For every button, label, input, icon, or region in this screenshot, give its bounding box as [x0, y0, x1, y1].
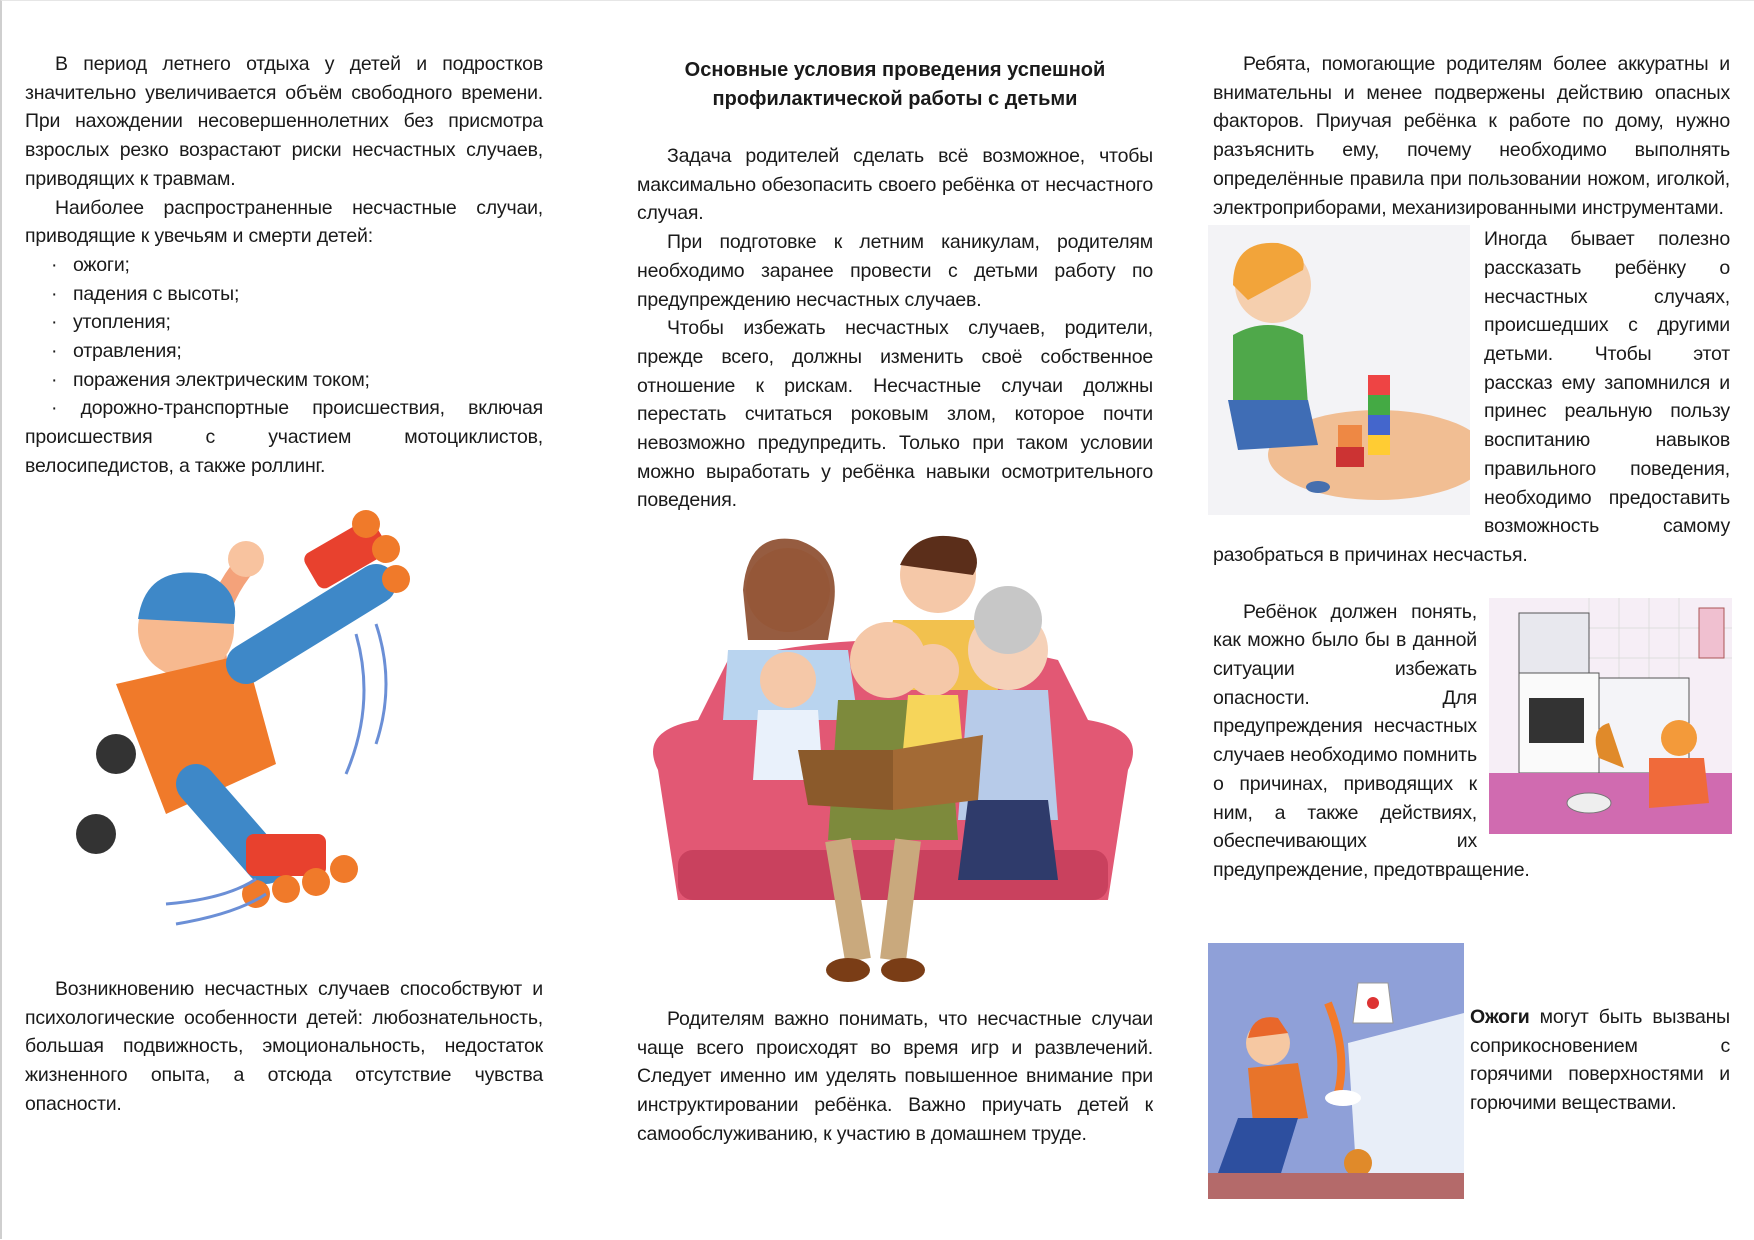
list-item: · утопления; [51, 308, 543, 337]
burns-block [1470, 1003, 1730, 1118]
preparation-paragraph: При подготовке к летним каникулам, родителям необходимо заранее провести с детьми работу по предупреждению несчастных случаев. [637, 231, 1153, 311]
kitchen-scene-illustration [1489, 598, 1732, 834]
helpers-paragraph: Ребята, помогающие родителям более аккуратны и внимательны и менее подвержены действию опасных факторов. Приучая ребёнка к работе по дому, нужно разъяснить ему, почему необходимо выполнять определённые правила при пользовании ножом, иголкой, электроприборами, механизированными инструментами. [1213, 53, 1730, 219]
section-title-line1: Основные условия проведения успешной [684, 59, 1106, 81]
accident-list [25, 251, 543, 395]
middle-column-top [637, 142, 1153, 515]
list-item: · падения с высоты; [51, 280, 543, 309]
rollerblading-boy-illustration [76, 504, 460, 934]
intro-paragraph: В период летнего отдыха у детей и подростков значительно увеличивается объём свободного времени. При нахождении несовершеннолетних без присмотра взрослых резко возрастают риски несчастных случаев, приводящих к травмам. [25, 53, 543, 190]
parents-task-paragraph: Задача родителей сделать всё возможное, чтобы максимально обезопасить своего ребёнка от несчастного случая. [637, 145, 1153, 225]
burns-text: могут быть вызваны соприкосновением с горячими поверхностями и горючими веществами. [1470, 1006, 1730, 1115]
games-paragraph: Родителям важно понимать, что несчастные случаи чаще всего происходят во время игр и развлечений. Следует именно им уделять повышенное внимание при инструктировании ребёнка. Важно приучать детей к самообслуживанию, к участию в домашнем труде. [637, 1008, 1153, 1145]
left-column-top [25, 50, 543, 481]
burns-term: Ожоги [1470, 1006, 1530, 1028]
attitude-paragraph: Чтобы избежать несчастных случаев, родители, прежде всего, должны изменить своё собственное отношение к рискам. Несчастные случаи должны перестать считаться роковым злом, которое почти невозможно предупредить. Только при таком условии можно выработать у ребёнка навыки осмотрительного поведения. [637, 317, 1153, 512]
section-title-line2: профилактической работы с детьми [712, 87, 1078, 110]
prevention-paragraph: Ребёнок должен понять, как можно было бы в данной ситуации избежать опасности. Для предупреждения несчастных случаев необходимо помнить о причинах, приводящих к ним, а также действиях, обеспечивающих их предупреждение, предотвращение. [1213, 600, 1530, 881]
left-column-bottom [25, 975, 543, 1119]
list-item: · поражения электрическим током; [51, 366, 543, 395]
common-accidents-paragraph: Наиболее распространенные несчастные случаи, приводящие к увечьям и смерти детей: [25, 196, 543, 248]
stories-paragraph: Иногда бывает полезно рассказать ребёнку о несчастных случаях, происшедших с другими детьми. Чтобы этот рассказ ему запомнился и принес реальную пользу воспитанию навыков правильного поведения, необходимо предоставить возможность самому разобраться в причинах несчастья. [1213, 228, 1730, 566]
boy-with-blocks-illustration [1208, 225, 1470, 515]
list-item: · отравления; [51, 337, 543, 366]
understanding-block [1213, 598, 1730, 885]
psychology-paragraph: Возникновению несчастных случаев способствуют и психологические особенности детей: любознательность, большая подвижность, эмоциональность, недостаток жизненного опыта, а отсюда отсутствие чувства опасности. [25, 978, 543, 1115]
list-item-last-text: дорожно-транспортные происшествия, включая происшествия с участием мотоциклистов, велосипедистов, а также роллинг. [25, 397, 543, 477]
list-item: · ожоги; [51, 251, 543, 280]
burns-paragraph [1470, 1003, 1730, 1118]
burn-hazard-illustration [1208, 943, 1464, 1199]
section-title [637, 56, 1153, 113]
list-item-last: · дорожно-транспортные происшествия, включая происшествия с участием мотоциклистов, велосипедистов, а также роллинг. [25, 397, 543, 477]
right-column [1213, 50, 1730, 885]
middle-column-bottom [637, 1005, 1153, 1149]
family-reading-illustration [638, 520, 1148, 990]
story-block [1213, 225, 1730, 569]
